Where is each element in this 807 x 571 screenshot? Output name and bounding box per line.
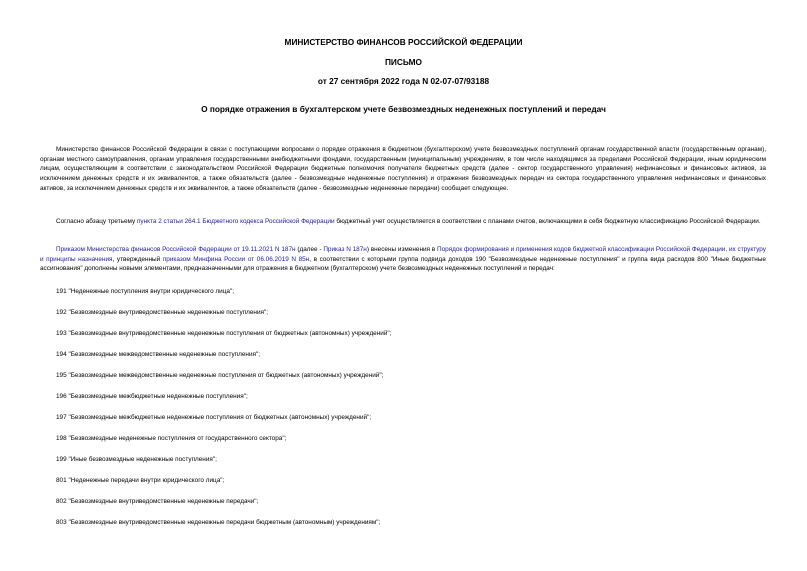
order-187n-short-link[interactable]: Приказ N 187н (323, 246, 367, 253)
list-item: 195 "Безвозмездные межведомственные неденежные поступления от бюджетных (автономных) учреждений"; (56, 372, 384, 379)
budget-code-link[interactable]: пункта 2 статьи 264.1 Бюджетного кодекса Российской Федерации (136, 218, 335, 225)
order-187n-link[interactable]: Приказом Министерства финансов Российской Федерации от 19.11.2021 N 187н (56, 246, 296, 253)
document-subject: О порядке отражения в бухгалтерском учете безвозмездных неденежных поступлений и передач (201, 104, 606, 114)
list-item: 802 "Безвозмездные внутриведомственные неденежные передачи"; (56, 498, 259, 505)
list-item: 199 "Иные безвозмездные неденежные поступления"; (56, 456, 217, 463)
paragraph-order-187n (40, 245, 766, 274)
ministry-heading: МИНИСТЕРСТВО ФИНАНСОВ РОССИЙСКОЙ ФЕДЕРАЦИИ (284, 37, 523, 47)
list-item: 197 "Безвозмездные межбюджетные неденежные поступления от бюджетных (автономных) учреждений"; (56, 414, 372, 421)
list-item: 803 "Безвозмездные внутриведомственные неденежные передачи бюджетным (автономным) учреждениям"; (56, 519, 381, 526)
list-item: 194 "Безвозмездные межведомственные неденежные поступления"; (56, 351, 261, 358)
list-item: 801 "Неденежные передачи внутри юридического лица"; (56, 477, 225, 484)
paragraph-budget-code (40, 217, 766, 227)
list-item: 191 "Неденежные поступления внутри юридического лица"; (56, 288, 234, 295)
paragraph-text: Согласно абзацу третьему (56, 218, 137, 225)
classification-procedure-link[interactable]: Порядок формирования и применения кодов бюджетной классификации Российской Федерации, их структуру и принципы назначения (40, 246, 766, 263)
paragraph-intro-text: Министерство финансов Российской Федерации в связи с поступающими вопросами о порядке отражения в бюджетном (бухгалтерском) учете безвозмездных поступлений органам государственной власти (государственным органам), органам местного самоуправления, органам управления государственными внебюджетными фондами, государственным (муниципальным) учреждениям, в том числе находящимся за пределами Российской Федерации, иным юридическим лицам, осуществляющим в соответствии с законодательством Российской Федерации бюджетные полномочия получателя бюджетных средств (далее - сектор государственного управления) нефинансовых и финансовых активов, за исключением денежных средств и их эквивалентов, а также обязательств (далее - безвозмездные неденежные поступления) и отражения безвозмездных передач из сектора государственного управления нефинансовых и финансовых активов, за исключением денежных средств и их эквивалентов, а также обязательств (далее - безвозмездные неденежные передачи) сообщает следующее. (40, 146, 766, 192)
list-item: 192 "Безвозмездные внутриведомственные неденежные поступления"; (56, 309, 269, 316)
paragraph-text: , утвержденный (112, 255, 163, 263)
document-type: ПИСЬМО (384, 57, 423, 67)
paragraph-text: , в соответствии с которыми группа подвида доходов 190 "Безвозмездные неденежные поступления" и группа вида расходов 800 "Иные бюджетные ассигнования" дополнены новыми элементами, предназначенными для отражения в бюджетном (бухгалтерском) учете безвозмездных неденежных поступлений и передач: (40, 255, 766, 273)
paragraph-text: (далее - (295, 246, 324, 253)
document-date-number: от 27 сентября 2022 года N 02-07-07/93188 (317, 76, 490, 86)
list-item: 198 "Безвозмездные неденежные поступления от государственного сектора"; (56, 435, 287, 442)
order-85n-link[interactable]: приказом Минфина России от 06.06.2019 N 85н (162, 255, 310, 263)
paragraph-text: ) внесены изменения в (366, 246, 438, 253)
paragraph-intro (40, 145, 766, 194)
list-item: 196 "Безвозмездные межбюджетные неденежные поступления"; (56, 393, 248, 400)
paragraph-text: бюджетный учет осуществляется в соответствии с планами счетов, включающими в себя бюджетную классификацию Российской Федерации. (334, 218, 761, 225)
list-item: 193 "Безвозмездные внутриведомственные неденежные поступления от бюджетных (автономных) учреждений"; (56, 330, 392, 337)
